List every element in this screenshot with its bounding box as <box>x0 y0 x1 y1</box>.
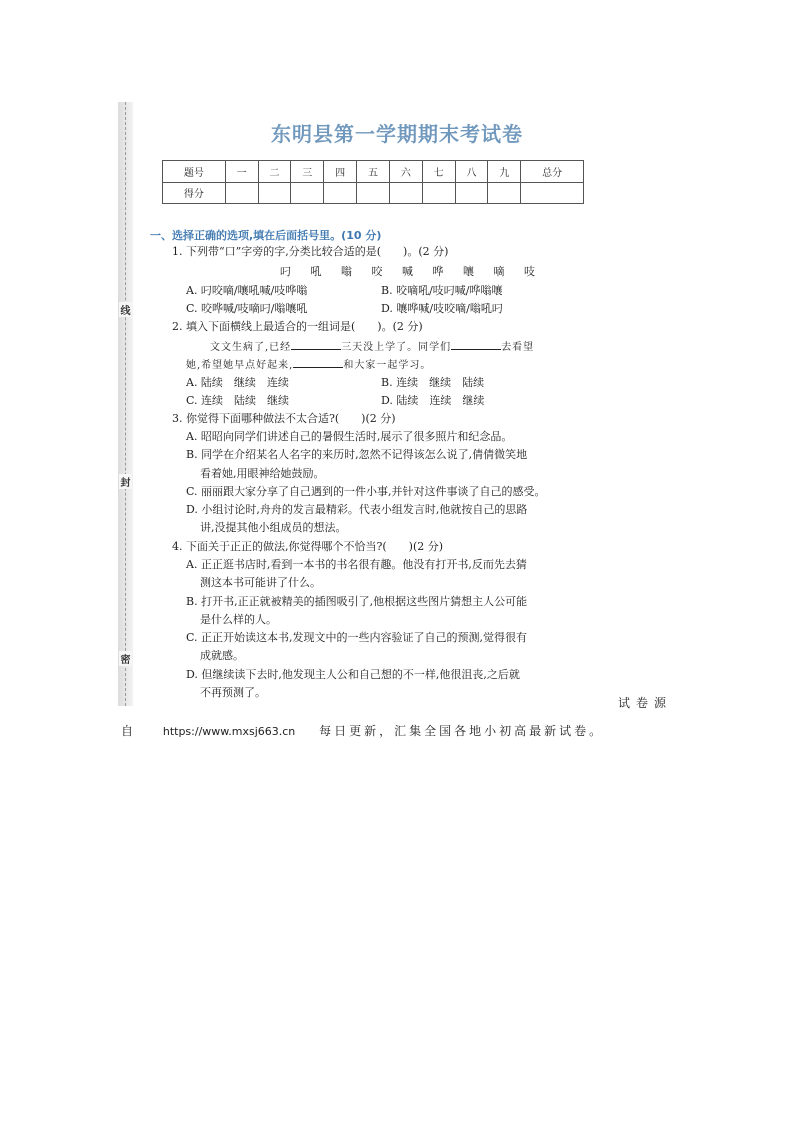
answer-blank[interactable] <box>291 339 341 350</box>
score-cell[interactable] <box>357 182 390 204</box>
score-cell[interactable] <box>488 182 521 204</box>
q1-option-a[interactable]: A. 叼咬嘀/嚷吼喊/吱哗嗡 <box>186 284 308 297</box>
q3-option-c[interactable]: C. 丽丽跟大家分享了自己遇到的一件小事,并针对这件事谈了自己的感受。 <box>186 485 546 498</box>
header-cell: 题号 <box>163 161 226 183</box>
footer-line <box>121 722 604 739</box>
q2-passage-line-1 <box>210 339 534 355</box>
q1-option-b[interactable]: B. 咬嘀吼/吱叼喊/哗嗡嚷 <box>381 284 503 297</box>
q2-passage-line-2 <box>186 357 431 373</box>
q1-option-d[interactable]: D. 嚷哗喊/吱咬嘀/嗡吼叼 <box>381 302 503 315</box>
cut-line <box>125 102 126 706</box>
q2-option-d[interactable]: D. 陆续 连续 继续 <box>381 394 485 407</box>
score-table <box>162 160 584 204</box>
section-heading: 一、选择正确的选项,填在后面括号里。(10 分) <box>150 229 382 242</box>
answer-blank[interactable] <box>293 357 343 368</box>
header-cell: 七 <box>422 161 455 183</box>
score-cell[interactable] <box>455 182 488 204</box>
q4-option-d-cont: 不再预测了。 <box>200 686 266 699</box>
score-cell[interactable] <box>324 182 357 204</box>
q1-option-c[interactable]: C. 咬哗喊/吱嘀叼/嗡嚷吼 <box>186 302 308 315</box>
score-cell[interactable] <box>291 182 324 204</box>
score-cell[interactable] <box>422 182 455 204</box>
header-cell: 八 <box>455 161 488 183</box>
binding-mark-line: 线 <box>119 302 132 317</box>
binding-mark-secret: 密 <box>119 651 132 666</box>
header-cell: 六 <box>389 161 422 183</box>
header-cell: 九 <box>488 161 521 183</box>
q3-option-b[interactable]: B. 同学在介绍某名人名字的来历时,忽然不记得该怎么说了,倩倩微笑地 <box>186 448 528 461</box>
q4-option-d[interactable]: D. 但继续读下去时,他发现主人公和自己想的不一样,他很沮丧,之后就 <box>186 668 520 681</box>
footer-from: 自 <box>121 724 134 738</box>
q2-passage-text: 她,希望她早点好起来, <box>186 360 294 371</box>
score-cell[interactable] <box>225 182 258 204</box>
q1-stem: 1. 下列带“口”字旁的字,分类比较合适的是( )。(2 分) <box>172 245 449 258</box>
q2-passage-text: 三天没上学了。同学们 <box>341 342 452 353</box>
q4-option-a[interactable]: A. 正正逛书店时,看到一本书的书名很有趣。他没有打开书,反而先去猜 <box>186 558 527 571</box>
binding-margin <box>118 102 133 706</box>
header-cell: 三 <box>291 161 324 183</box>
score-cell[interactable] <box>389 182 422 204</box>
q3-option-b-cont: 看着她,用眼神给她鼓励。 <box>200 467 325 480</box>
q3-stem: 3. 你觉得下面哪种做法不太合适?( )(2 分) <box>172 412 396 425</box>
q2-option-a[interactable]: A. 陆续 继续 连续 <box>186 376 289 389</box>
answer-blank[interactable] <box>451 339 501 350</box>
header-cell: 四 <box>324 161 357 183</box>
q2-option-c[interactable]: C. 连续 陆续 继续 <box>186 394 290 407</box>
q4-option-a-cont: 测这本书可能讲了什么。 <box>200 576 321 589</box>
exam-title: 东明县第一学期期末考试卷 <box>271 122 523 146</box>
score-cell[interactable] <box>258 182 291 204</box>
q4-option-c[interactable]: C. 正正开始读这本书,发现文中的一些内容验证了自己的预测,觉得很有 <box>186 631 528 644</box>
header-cell: 五 <box>357 161 390 183</box>
header-cell: 二 <box>258 161 291 183</box>
q2-passage-text: 文文生病了,已经 <box>210 342 292 353</box>
header-cell: 一 <box>225 161 258 183</box>
q4-option-c-cont: 成就感。 <box>200 649 244 662</box>
q3-option-d-cont: 讲,没提其他小组成员的想法。 <box>200 521 347 534</box>
q1-chars: 叼 吼 嗡 咬 喊 哗 嚷 嘀 吱 <box>280 265 539 278</box>
score-table-score-row <box>163 182 584 204</box>
q2-option-b[interactable]: B. 连续 继续 陆续 <box>381 376 485 389</box>
header-cell: 总分 <box>521 161 584 183</box>
q2-stem: 2. 填入下面横线上最适合的一组词是( )。(2 分) <box>172 320 423 333</box>
q2-passage-text: 和大家一起学习。 <box>343 360 432 371</box>
q2-passage-text: 去看望 <box>501 342 535 353</box>
score-cell[interactable] <box>521 182 584 204</box>
q4-option-b-cont: 是什么样的人。 <box>200 613 277 626</box>
footer-source-label: 试卷源 <box>618 696 673 710</box>
binding-mark-seal: 封 <box>119 474 132 489</box>
row-label: 得分 <box>163 182 226 204</box>
q4-stem: 4. 下面关于正正的做法,你觉得哪个不恰当?( )(2 分) <box>172 540 444 553</box>
footer-url-link[interactable]: https://www.mxsj663.cn <box>162 725 296 738</box>
q3-option-a[interactable]: A. 昭昭向同学们讲述自己的暑假生活时,展示了很多照片和纪念品。 <box>186 430 513 443</box>
footer-message: 每日更新，汇集全国各地小初高最新试卷。 <box>319 724 605 738</box>
score-table-header-row <box>163 161 584 183</box>
q3-option-d[interactable]: D. 小组讨论时,舟舟的发言最精彩。代表小组发言时,他就按自己的思路 <box>186 503 528 516</box>
q4-option-b[interactable]: B. 打开书,正正就被精美的插图吸引了,他根据这些图片猜想主人公可能 <box>186 595 528 608</box>
